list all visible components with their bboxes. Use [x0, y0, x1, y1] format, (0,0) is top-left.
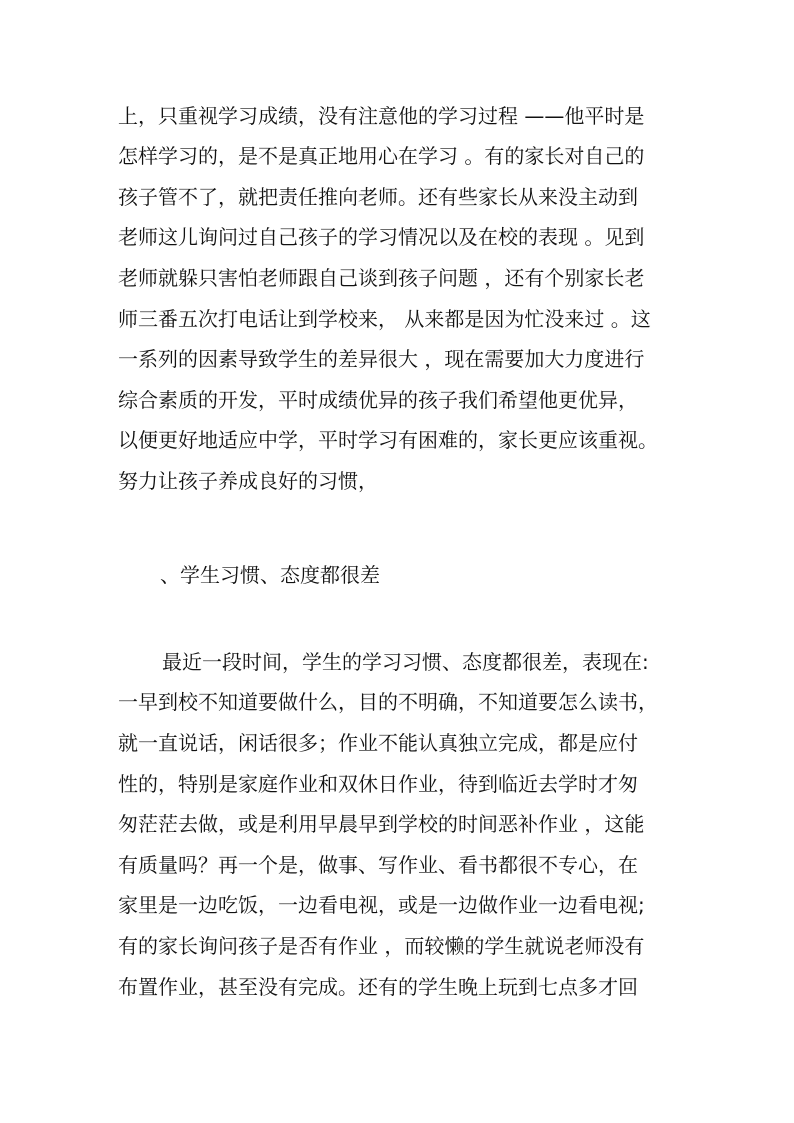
text-line: 老师就躲只害怕老师跟自己谈到孩子问题 ，还有个别家长老: [118, 266, 645, 290]
text-line: 一系列的因素导致学生的差异很大 ，现在需要加大力度进行: [118, 347, 645, 371]
text-line: 家里是一边吃饭，一边看电视，或是一边做作业一边看电视;: [118, 893, 645, 917]
text-line: 老师这儿询问过自己孩子的学习情况以及在校的表现 。见到: [118, 225, 645, 249]
text-line: 布置作业，甚至没有完成。还有的学生晚上玩到七点多才回: [118, 975, 638, 999]
text-line: 有的家长询问孩子是否有作业 ，而较懒的学生就说老师没有: [118, 934, 645, 958]
text-line: 匆茫茫去做，或是利用早晨早到学校的时间恶补作业 ，这能: [118, 812, 645, 836]
text-line: 综合素质的开发，平时成绩优异的孩子我们希望他更优异，: [118, 388, 638, 412]
text-line: 就一直说话，闲话很多；作业不能认真独立完成，都是应付: [118, 731, 638, 755]
text-line: 怎样学习的，是不是真正地用心在学习 。有的家长对自己的: [118, 144, 645, 168]
text-line: 一早到校不知道要做什么，目的不明确，不知道要怎么读书，: [118, 690, 658, 714]
text-line: 性的，特别是家庭作业和双休日作业，待到临近去学时才匆: [118, 772, 638, 796]
section-heading: 、学生习惯、态度都很差: [160, 563, 380, 587]
text-line: 努力让孩子养成良好的习惯，: [118, 469, 378, 493]
text-line: 师三番五次打电话让到学校来， 从来都是因为忙没来过 。这: [118, 307, 651, 331]
text-line: 孩子管不了，就把责任推向老师。还有些家长从来没主动到: [118, 185, 638, 209]
text-line: 上，只重视学习成绩，没有注意他的学习过程 ——他平时是: [118, 104, 645, 128]
text-line: 最近一段时间，学生的学习习惯、态度都很差，表现在:: [162, 650, 649, 674]
text-line: 有质量吗？再一个是，做事、写作业、看书都很不专心，在: [118, 853, 638, 877]
text-line: 以便更好地适应中学，平时学习有困难的，家长更应该重视。: [118, 428, 658, 452]
